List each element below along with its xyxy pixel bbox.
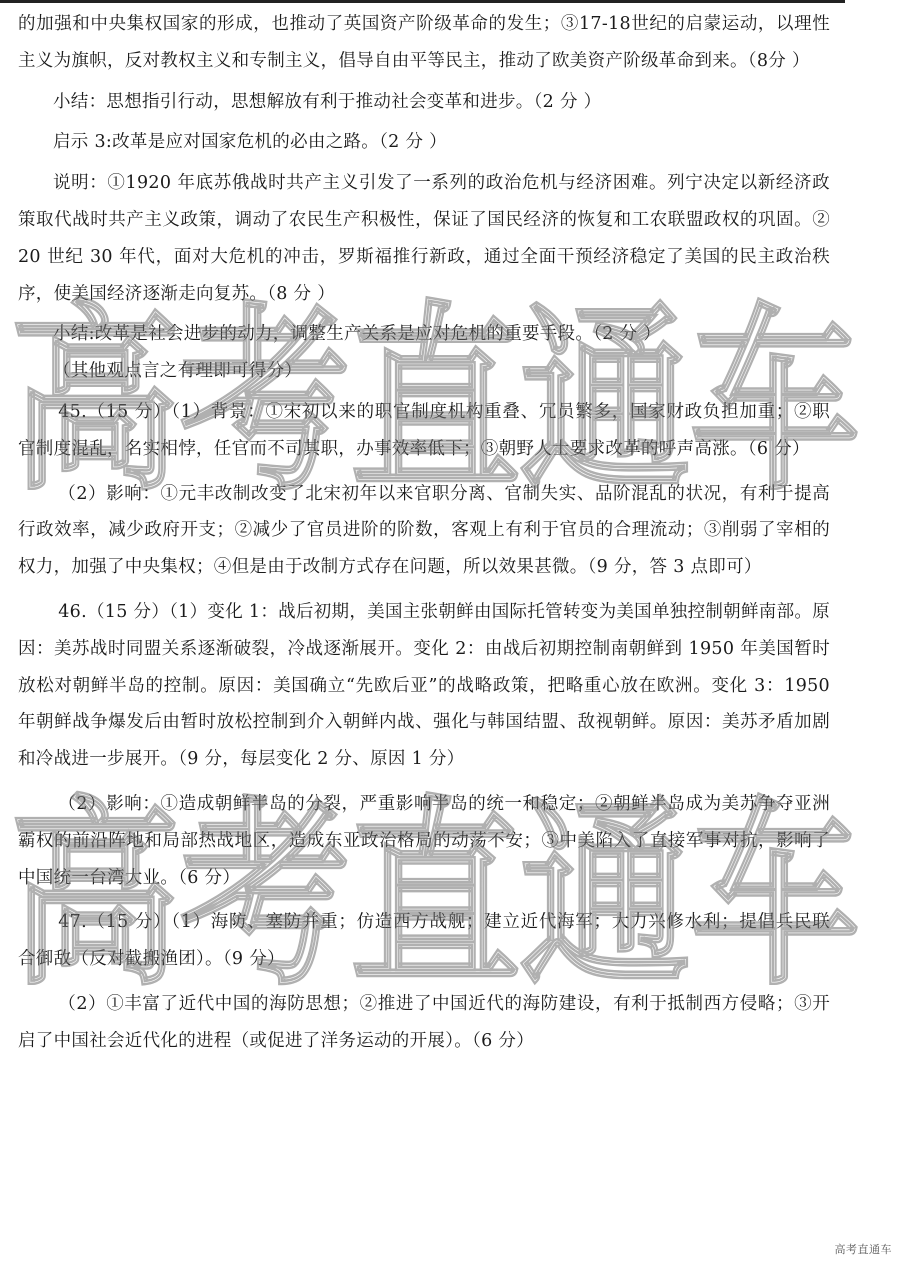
para-insight-3: 启示 3:改革是应对国家危机的必由之路。（2 分 ） xyxy=(53,132,447,153)
para-explanation-3: 说明：①1920 年底苏俄战时共产主义引发了一系列的政治危机与经济困难。列宁决定以新经济政策取代战时共产主义政策，调动了农民生产积极性，保证了国民经济的恢复和工农联盟政权的巩固。②20 世纪 30 年代，面对大危机的冲击，罗斯福推行新政，通过全面干预经济稳定了美国的民主政治秩序，使美国经济逐渐走向复苏。（8 分 ） xyxy=(18,173,830,304)
para-q47-measures: 47.（15 分）（1）海防、塞防并重；仿造西方战舰；建立近代海军；大力兴修水利；提倡兵民联合御敌（反对截搬渔团）。（9 分） xyxy=(18,912,830,970)
para-q46-impact: （2）影响：①造成朝鲜半岛的分裂，严重影响半岛的统一和稳定；②朝鲜半岛成为美苏争夺亚洲霸权的前沿阵地和局部热战地区，造成东亚政治格局的动荡不安；③中美陷入了直接军事对抗，影响了中国统一台湾大业。（6 分） xyxy=(18,793,830,888)
answer-page xyxy=(18,6,830,1060)
para-other-views: （其他观点言之有理即可得分） xyxy=(53,361,303,382)
para-summary-3: 小结:改革是社会进步的动力，调整生产关系是应对危机的重要手段。（2 分 ） xyxy=(53,324,662,345)
para-summary-2: 小结：思想指引行动，思想解放有利于推动社会变革和进步。（2 分 ） xyxy=(53,91,602,112)
para-q45-background: 45.（15 分）（1）背景：①宋初以来的职官制度机构重叠、冗员繁多，国家财政负担加重；②职官制度混乱，名实相悖，任官而不司其职，办事效率低下；③朝野人士要求改革的呼声高涨。（6 分） xyxy=(18,401,830,459)
watermark-text-top: 高考直通车 xyxy=(10,285,860,518)
top-rule xyxy=(0,0,845,3)
para-enlightenment: 的加强和中央集权国家的形成，也推动了英国资产阶级革命的发生；③17-18世纪的启蒙运动，以理性主义为旗帜，反对教权主义和专制主义，倡导自由平等民主，推动了欧美资产阶级革命到来。（8分 ） xyxy=(18,14,830,71)
para-q46-changes: 46.（15 分）（1）变化 1：战后初期，美国主张朝鲜由国际托管转变为美国单独控制朝鲜南部。原因：美苏战时同盟关系逐渐破裂，冷战逐渐展开。变化 2：由战后初期控制南朝鲜到 1950 年美国暂时放松对朝鲜半岛的控制。原因：美国确立“先欧后亚”的战略政策，把略重心放在欧洲。变化 3：1950 年朝鲜战争爆发后由暂时放松控制到介入朝鲜内战、强化与韩国结盟、敌视朝鲜。原因：美苏矛盾加剧和冷战进一步展开。（9 分，每层变化 2 分、原因 1 分） xyxy=(18,601,830,770)
para-q47-impact: （2）①丰富了近代中国的海防思想；②推进了中国近代的海防建设，有利于抵制西方侵略；③开启了中国社会近代化的进程（或促进了洋务运动的开展）。（6 分） xyxy=(18,993,830,1051)
watermark-text-bottom: 高考直通车 xyxy=(10,780,860,1013)
footer-logo: 高考直通车 xyxy=(834,1243,892,1256)
para-q45-impact: （2）影响：①元丰改制改变了北宋初年以来官职分离、官制失实、品阶混乱的状况，有利于提高行政效率，减少政府开支；②减少了官员进阶的阶数，客观上有利于官员的合理流动；③削弱了宰相的权力，加强了中央集权；④但是由于改制方式存在问题，所以效果甚微。（9 分，答 3 点即可） xyxy=(18,483,830,578)
